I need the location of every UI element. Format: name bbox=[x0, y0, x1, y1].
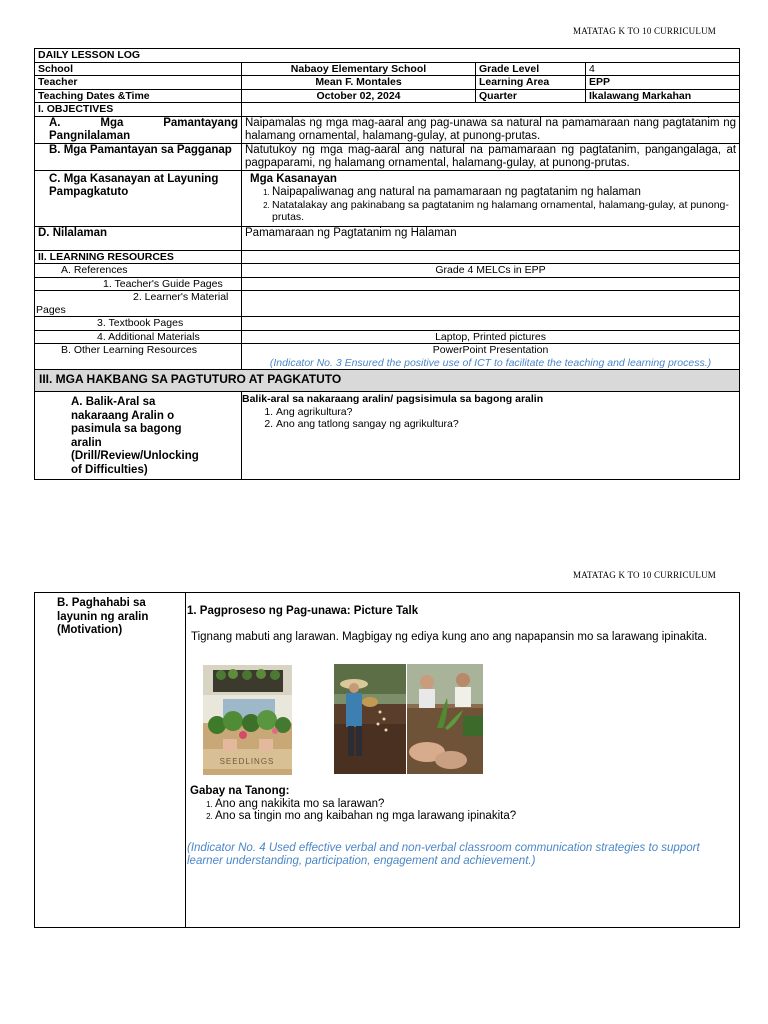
references-label: A. References bbox=[35, 264, 242, 278]
teacher-value: Mean F. Montales bbox=[242, 76, 476, 90]
motivation-label: B. Paghahabi sa layunin ng aralin (Motivation) bbox=[57, 597, 149, 636]
dates-label: Teaching Dates &Time bbox=[35, 89, 242, 103]
quarter-value: Ikalawang Markahan bbox=[586, 89, 740, 103]
resources-heading: II. LEARNING RESOURCES bbox=[35, 250, 242, 264]
picture-talk-title: 1. Pagproseso ng Pag-unawa: Picture Talk bbox=[187, 605, 419, 617]
farmer-sowing-photo bbox=[334, 664, 406, 774]
list-item: 1. Ang agrikultura? bbox=[276, 406, 739, 419]
area-value: EPP bbox=[586, 76, 740, 90]
objective-b-text: Natutukoy ng mga mag-aaral ang natural na pamamaraan ng pagtatanim, pangangalaga, at pagpaparami, ng halamang ornamental, halamang-gulay, at punong-prutas. bbox=[242, 143, 740, 170]
additional-label: 4. Additional Materials bbox=[35, 330, 242, 344]
balik-aral-label-cell bbox=[35, 392, 242, 480]
gabay-list bbox=[197, 798, 516, 822]
picture-talk-instruction: Tignang mabuti ang larawan. Magbigay ng ediya kung ano ang napapansin mo sa larawang ipinakita. bbox=[191, 631, 708, 643]
dates-value: October 02, 2024 bbox=[242, 89, 476, 103]
curriculum-header-page2: MATATAG K TO 10 CURRICULUM bbox=[573, 570, 716, 580]
other-resources-label: B. Other Learning Resources bbox=[35, 344, 242, 370]
teacher-label: Teacher bbox=[35, 76, 242, 90]
seedlings-crate-photo bbox=[203, 665, 292, 775]
motivation-section bbox=[34, 592, 740, 928]
balik-aral-cell bbox=[242, 392, 740, 480]
objective-b-label: B. Mga Pamantayan sa Pagganap bbox=[35, 143, 242, 170]
learners-material-cell bbox=[35, 291, 242, 317]
daily-lesson-log-table bbox=[34, 48, 740, 480]
area-label: Learning Area bbox=[476, 76, 586, 90]
indicator-3: (Indicator No. 3 Ensured the positive use of ICT to facilitate the teaching and learning process.) bbox=[269, 356, 712, 369]
other-resources-cell bbox=[242, 344, 740, 370]
seedlings-crate-text: SEEDLINGS bbox=[219, 757, 275, 766]
balik-aral-label: A. Balik-Aral sa nakaraang Aralin o pasimula sa bagong aralin (Drill/Review/Unlocking of Difficulties) bbox=[71, 396, 199, 476]
objective-d-label: D. Nilalaman bbox=[35, 226, 242, 250]
balik-aral-list bbox=[242, 406, 739, 431]
learners-material-pages: Pages bbox=[36, 303, 66, 316]
list-item: 2. Natatalakay ang pakinabang sa pagtatanim ng halamang ornamental, halamang-gulay, at punong-prutas. bbox=[272, 199, 733, 224]
kasanayan-heading: Mga Kasanayan bbox=[250, 172, 337, 185]
procedures-heading: III. MGA HAKBANG SA PAGTUTURO AT PAGKATUTO bbox=[35, 370, 740, 392]
list-item: 2. Ano ang tatlong sangay ng agrikultura? bbox=[276, 418, 739, 431]
additional-value: Laptop, Printed pictures bbox=[242, 330, 740, 344]
quarter-label: Quarter bbox=[476, 89, 586, 103]
objective-c-label: C. Mga Kasanayan at Layuning Pampagkatuto bbox=[35, 170, 242, 226]
curriculum-header: MATATAG K TO 10 CURRICULUM bbox=[573, 26, 716, 36]
balik-aral-heading: Balik-aral sa nakaraang aralin/ pagsisimula sa bagong aralin bbox=[242, 393, 544, 405]
motivation-divider bbox=[185, 593, 186, 927]
list-item: 2. Ano sa tingin mo ang kaibahan ng mga larawang ipinakita? bbox=[215, 810, 516, 822]
school-label: School bbox=[35, 62, 242, 76]
indicator-4: (Indicator No. 4 Used effective verbal and non-verbal classroom communication strategies to support learner understanding, participation, engagement and achievement.) bbox=[187, 842, 700, 867]
log-title: DAILY LESSON LOG bbox=[35, 49, 740, 63]
planting-seedling-photo bbox=[407, 664, 483, 774]
gabay-heading: Gabay na Tanong: bbox=[190, 785, 290, 797]
grade-value: 4 bbox=[586, 62, 740, 76]
objective-c-cell bbox=[242, 170, 740, 226]
objective-d-text: Pamamaraan ng Pagtatanim ng Halaman bbox=[242, 226, 740, 250]
textbook-label: 3. Textbook Pages bbox=[35, 317, 242, 331]
grade-label: Grade Level bbox=[476, 62, 586, 76]
objective-a-label: A. Mga Pamantayang Pangnilalaman bbox=[35, 116, 242, 143]
objectives-heading: I. OBJECTIVES bbox=[35, 103, 242, 117]
learners-material-label: 2. Learner's Material bbox=[133, 291, 229, 303]
teachers-guide-label: 1. Teacher's Guide Pages bbox=[35, 277, 242, 291]
references-value: Grade 4 MELCs in EPP bbox=[242, 264, 740, 278]
list-item: 1. Naipapaliwanag ang natural na pamamaraan ng pagtatanim ng halaman bbox=[272, 186, 733, 199]
kasanayan-list bbox=[250, 186, 733, 224]
school-value: Nabaoy Elementary School bbox=[242, 62, 476, 76]
list-item: 1. Ano ang nakikita mo sa larawan? bbox=[215, 798, 516, 810]
other-resources-value: PowerPoint Presentation bbox=[432, 344, 549, 356]
objective-a-text: Naipamalas ng mga mag-aaral ang pag-unawa sa natural na pamamaraan nang pagtatanim ng halamang ornamental, halamang-gulay, at punong-prutas. bbox=[242, 116, 740, 143]
